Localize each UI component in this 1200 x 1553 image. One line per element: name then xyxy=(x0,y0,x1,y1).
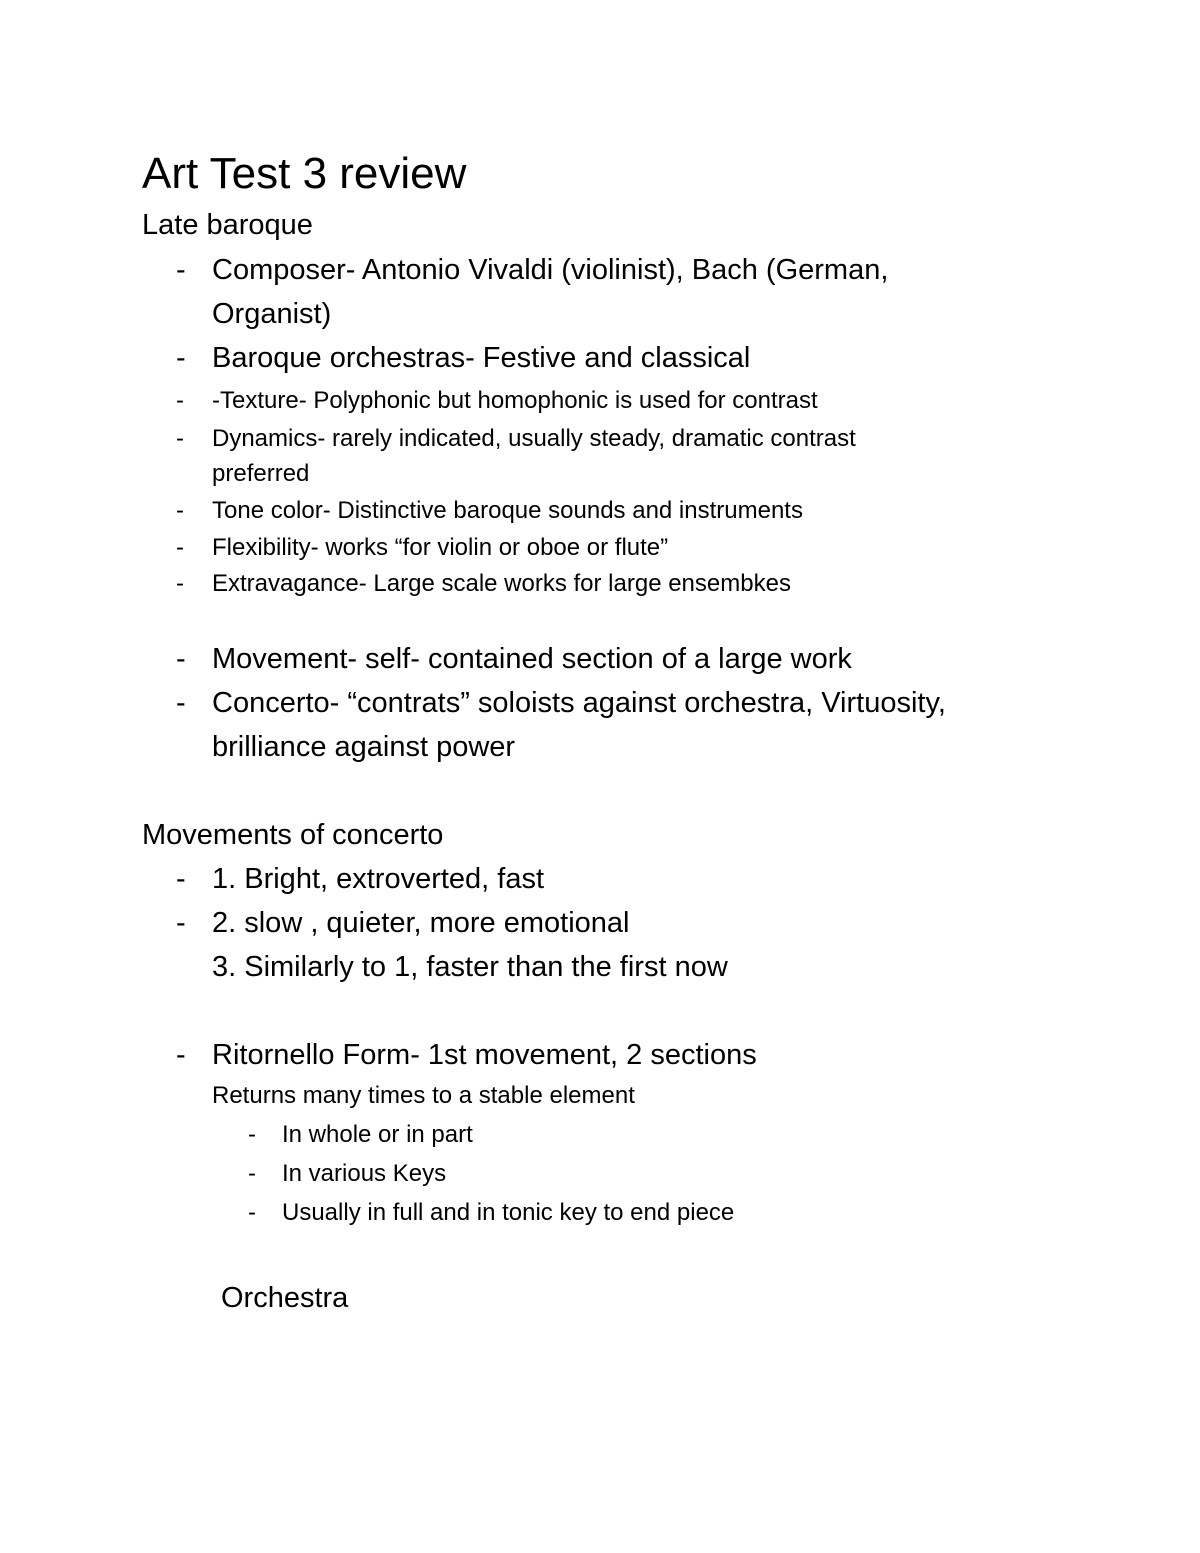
section-heading-late-baroque: Late baroque xyxy=(142,209,313,241)
list-item-continuation: brilliance against power xyxy=(212,731,516,763)
list-item: Baroque orchestras- Festive and classical xyxy=(212,342,751,374)
list-item: 2. slow , quieter, more emotional xyxy=(212,907,630,939)
bullet-dash: - xyxy=(176,863,186,895)
list-item: Dynamics- rarely indicated, usually steady, dramatic contrast xyxy=(212,425,856,452)
bullet-dash: - xyxy=(176,342,186,374)
bullet-dash: - xyxy=(176,387,184,414)
bullet-dash: - xyxy=(248,1121,256,1148)
bullet-dash: - xyxy=(176,254,186,286)
sub-list-item: Usually in full and in tonic key to end piece xyxy=(282,1199,735,1226)
list-item: Flexibility- works “for violin or oboe or flute” xyxy=(212,534,669,561)
bullet-dash: - xyxy=(176,534,184,561)
section-heading-orchestra: Orchestra xyxy=(221,1282,349,1314)
sub-list-item: In whole or in part xyxy=(282,1121,473,1148)
list-item: Extravagance- Large scale works for large ensembkes xyxy=(212,570,791,597)
list-item: Ritornello Form- 1st movement, 2 sections xyxy=(212,1039,757,1071)
list-item-continuation: Organist) xyxy=(212,298,332,330)
list-item: Concerto- “contrats” soloists against orchestra, Virtuosity, xyxy=(212,687,946,719)
list-item-continuation: preferred xyxy=(212,460,310,487)
bullet-dash: - xyxy=(248,1199,256,1226)
bullet-dash: - xyxy=(176,425,184,452)
list-item: Tone color- Distinctive baroque sounds and instruments xyxy=(212,497,803,524)
bullet-dash: - xyxy=(176,1039,186,1071)
bullet-dash: - xyxy=(176,643,186,675)
bullet-dash: - xyxy=(176,687,186,719)
section-heading-movements: Movements of concerto xyxy=(142,819,444,851)
list-item: Movement- self- contained section of a large work xyxy=(212,643,852,675)
list-item: 1. Bright, extroverted, fast xyxy=(212,863,545,895)
sub-list-item: In various Keys xyxy=(282,1160,447,1187)
bullet-dash: - xyxy=(176,497,184,524)
document-title: Art Test 3 review xyxy=(142,149,467,198)
list-item: 3. Similarly to 1, faster than the first now xyxy=(212,951,728,983)
bullet-dash: - xyxy=(248,1160,256,1187)
list-item: Composer- Antonio Vivaldi (violinist), Bach (German, xyxy=(212,254,889,286)
bullet-dash: - xyxy=(176,570,184,597)
list-item-note: Returns many times to a stable element xyxy=(212,1082,635,1109)
list-item: -Texture- Polyphonic but homophonic is used for contrast xyxy=(212,387,818,414)
bullet-dash: - xyxy=(176,907,186,939)
